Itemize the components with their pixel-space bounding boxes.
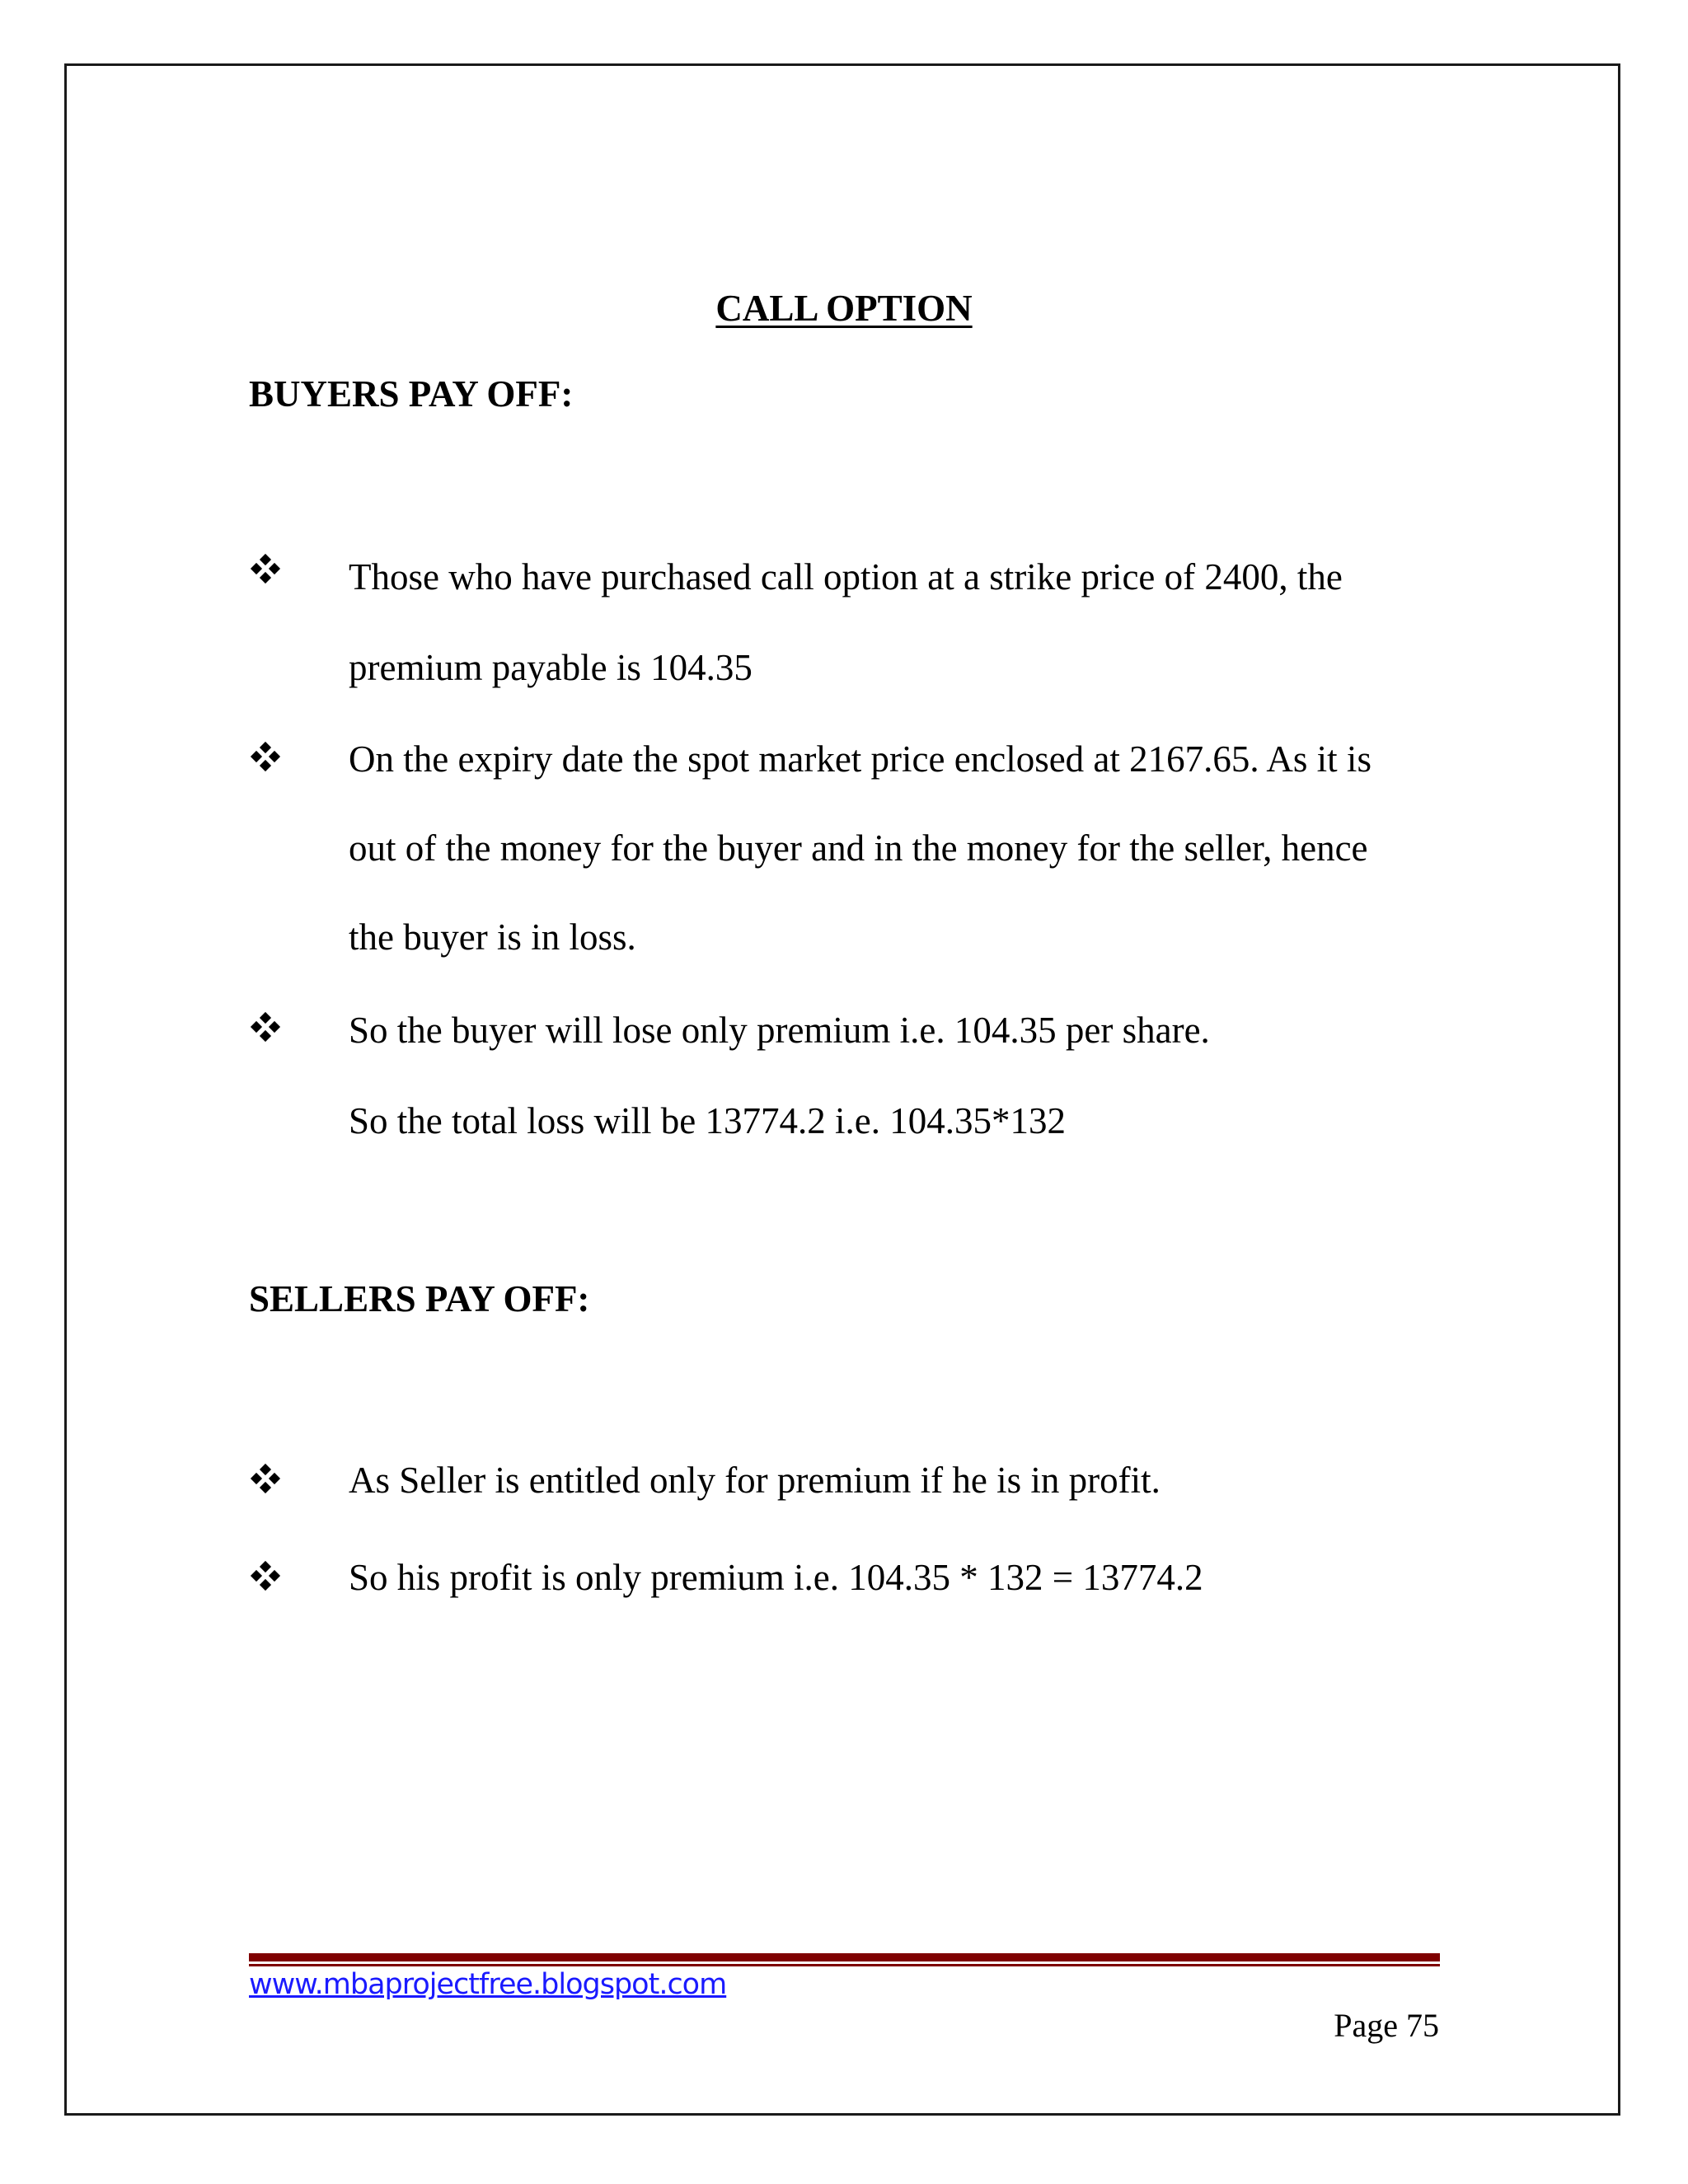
footer-website-link[interactable]: www.mbaprojectfree.blogspot.com [249, 1968, 727, 2001]
footer-rule-thick [249, 1953, 1440, 1961]
footer-rule-thin [249, 1964, 1440, 1966]
bullet-icon [249, 1464, 282, 1505]
bullet-icon [249, 1561, 282, 1602]
bullet-text-line: premium payable is 104.35 [349, 647, 753, 688]
four-diamond-bullet-icon [249, 554, 282, 587]
bullet-icon [249, 554, 282, 595]
four-diamond-bullet-icon [249, 742, 282, 775]
bullet-icon [249, 742, 282, 783]
bullet-text-line: As Seller is entitled only for premium if he is in profit. [349, 1460, 1160, 1501]
bullet-text-line: Those who have purchased call option at a strike price of 2400, the [349, 556, 1343, 598]
four-diamond-bullet-icon [249, 1561, 282, 1594]
bullet-text-line: So the buyer will lose only premium i.e. 104.35 per share. [349, 1010, 1210, 1051]
bullet-text-line: out of the money for the buyer and in the money for the seller, hence [349, 827, 1368, 869]
bullet-text-line: On the expiry date the spot market price enclosed at 2167.65. As it is [349, 738, 1372, 780]
section-heading-buyers: BUYERS PAY OFF: [249, 373, 574, 415]
page-number: Page 75 [1334, 2007, 1439, 2044]
four-diamond-bullet-icon [249, 1012, 282, 1045]
bullet-text-line: the buyer is in loss. [349, 916, 636, 958]
page-title: CALL OPTION [715, 288, 973, 329]
bullet-icon [249, 1012, 282, 1053]
section-heading-sellers: SELLERS PAY OFF: [249, 1278, 590, 1319]
bullet-text-line: So the total loss will be 13774.2 i.e. 104.35*132 [349, 1100, 1066, 1141]
four-diamond-bullet-icon [249, 1464, 282, 1497]
bullet-text-line: So his profit is only premium i.e. 104.35 * 132 = 13774.2 [349, 1557, 1203, 1598]
page-border [64, 63, 1620, 2116]
